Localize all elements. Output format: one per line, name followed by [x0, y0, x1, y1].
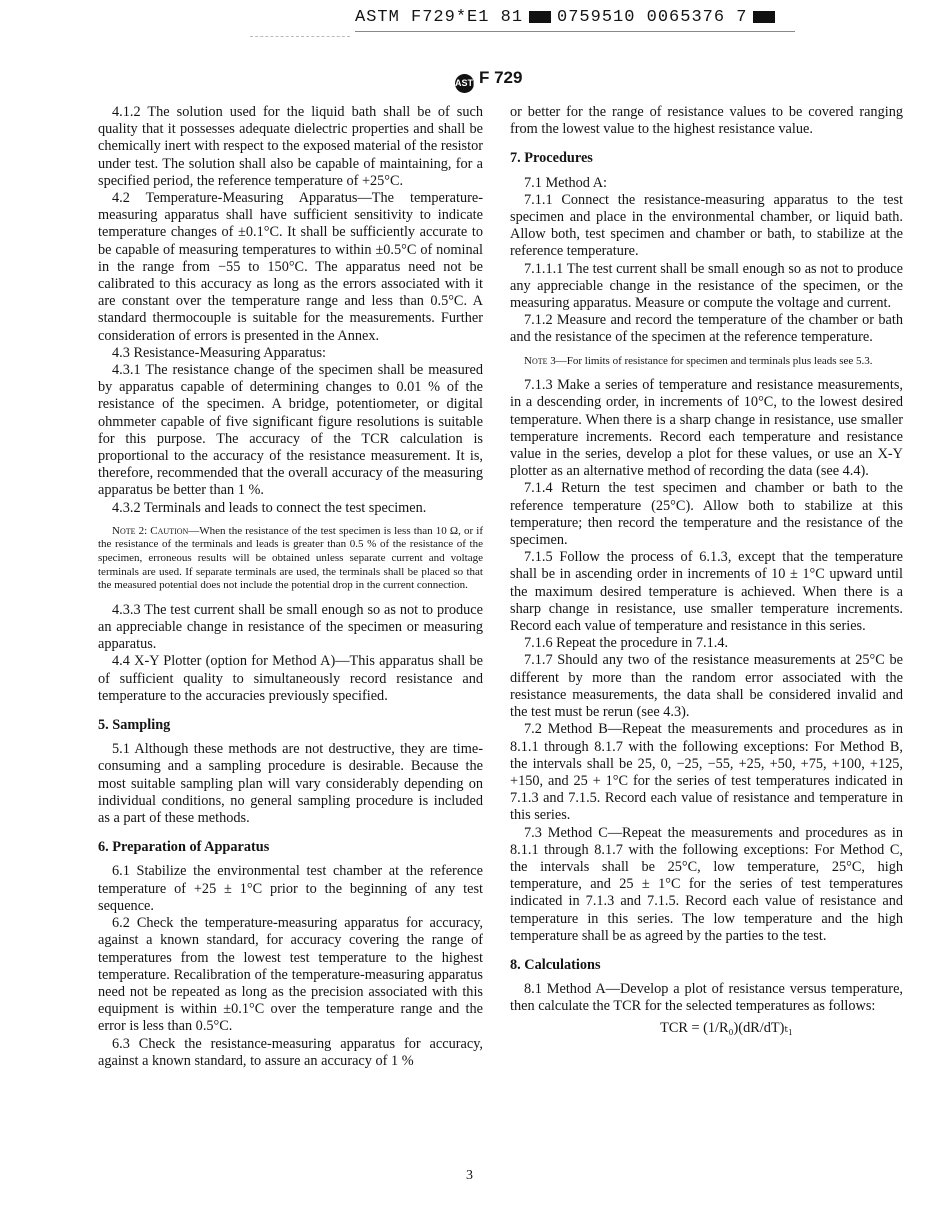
paragraph: 7.1.5 Follow the process of 6.1.3, except that the temperature shall be in ascending order in increments of 10 ± 1°C upward until the maximum desired temperature is achieved. When there is a sharp change in resistance, use smaller temperature increments. Record each value of temperature and resistance in this series. — [510, 549, 903, 635]
note-label: Note 3— — [524, 354, 567, 367]
left-column — [98, 104, 483, 1070]
header-code-a: ASTM F729*E1 81 — [355, 8, 524, 27]
tcr-formula: TCR = (1/R₀)(dR/dT)ₜ₁ — [660, 1019, 793, 1036]
header-code-b: 0759510 0065376 7 — [557, 8, 748, 27]
paragraph: 6.2 Check the temperature-measuring apparatus for accuracy, against a known standard, for accuracy covering the range of temperatures from the lowest test temperature to the highest temperature. Recalibration of the temperature-measuring apparatus need not be repeated as long as the precision associated with this equipment is within ±0.1°C over the temperature range and the error is less than 0.5°C. — [98, 915, 483, 1035]
designation — [455, 68, 555, 93]
paragraph: 7.3 Method C—Repeat the measurements and procedures as in 8.1.1 through 8.1.7 with the following exceptions: For Method C, the intervals shall be 25°C, low temperature, 25°C, high temperature, and 25 ± 1°C for the series of test temperatures indicated in 7.1.3 and 7.1.5. Record each value of resistance and temperature in this series. The low temperature and the high temperature shall be as agreed by the parties to the test. — [510, 824, 903, 944]
paragraph: 6.3 Check the resistance-measuring apparatus for accuracy, against a known standard, to assure an accuracy of 1 % — [98, 1035, 483, 1069]
astm-logo-icon: ASTM — [455, 74, 474, 93]
paragraph: 4.1.2 The solution used for the liquid bath shall be of such quality that it possesses adequate dielectric properties and shall be chemically inert with respect to the exposed material of the resistor under test. The solution shall also be capable of maintaining, for a specified period, the reference temperature of +25°C. — [98, 104, 483, 189]
paragraph: 4.3.2 Terminals and leads to connect the test specimen. — [112, 499, 427, 516]
paragraph: 6.1 Stabilize the environmental test chamber at the reference temperature of +25 ± 1°C prior to the beginning of any test sequence. — [98, 863, 483, 914]
page-number: 3 — [466, 1168, 473, 1183]
note-2 — [98, 525, 483, 593]
note-label: Note 2: Caution— — [112, 524, 200, 537]
paragraph: 4.3 Resistance-Measuring Apparatus: — [112, 344, 327, 361]
paragraph: 7.1.4 Return the test specimen and chamber or bath to the reference temperature (25°C). Allow both to stabilize at this temperature; then record the temperature and the resistance of the specimen. — [510, 480, 903, 549]
paragraph: 4.3.3 The test current shall be small enough so as not to produce an appreciable change in resistance of the specimen or measuring apparatus. — [98, 601, 483, 653]
paragraph: 4.4 X-Y Plotter (option for Method A)—This apparatus shall be of sufficient quality to simultaneously record resistance and temperature to the accuracies previously specified. — [98, 653, 483, 704]
block-mark — [753, 11, 775, 23]
section-heading: 8. Calculations — [510, 956, 601, 973]
paragraph: 7.1 Method A: — [524, 174, 608, 191]
header-rule — [250, 36, 350, 37]
paragraph: 7.1.2 Measure and record the temperature of the chamber or bath and the resistance of the specimen at the reference temperature. — [510, 312, 903, 346]
paragraph: 7.1.6 Repeat the procedure in 7.1.4. — [524, 635, 729, 652]
paragraph: 7.1.1 Connect the resistance-measuring apparatus to the test specimen and place in the environmental chamber, or liquid bath. Allow both, test specimen and chamber or bath, to stabilize at the reference temperature. — [510, 191, 903, 260]
section-heading: 7. Procedures — [510, 150, 593, 167]
paragraph: 7.2 Method B—Repeat the measurements and procedures as in 8.1.1 through 8.1.7 with the following exceptions: For Method B, the intervals shall be 25, 0, −25, −55, +25, +50, +75, +100, +125, +150, and 25 + 1°C for the series of test temperatures indicated in 7.1.3 and 7.1.5. Record each value of resistance and temperature in this series. — [510, 721, 903, 824]
paragraph: 5.1 Although these methods are not destructive, they are time-consuming and a sampling procedure is desirable. Because the most suitable sampling plan will vary considerably depending on individual conditions, no general sampling procedure is included as a part of these methods. — [98, 741, 483, 827]
paragraph: 7.1.7 Should any two of the resistance measurements at 25°C be different by more than the random error associated with the resistance measurements, the data shall be considered invalid and the test must be rerun (see 4.3). — [510, 652, 903, 721]
paragraph: 7.1.3 Make a series of temperature and resistance measurements, in a descending order, in increments of 10°C, to the lowest desired temperature. When there is a sharp change in resistance, use smaller temperature increments. Record each temperature and resistance value in the series, develop a plot for these values, or use an X-Y plotter as an alternative method of recording the data (see 4.4). — [510, 377, 903, 480]
note-3 — [510, 355, 903, 369]
paragraph: 4.3.1 The resistance change of the specimen shall be measured by apparatus capable of determining changes to 0.01 % of the resistance of the specimen. A bridge, potentiometer, or digital ohmmeter capable of five significant figure resolutions is suitable for this purpose. The accuracy of the TCR calculation is proportional to the accuracy of the resistance measurement. It is, therefore, recommended that the overall accuracy of the measuring apparatus be better than 1 %. — [98, 362, 483, 499]
section-heading: 6. Preparation of Apparatus — [98, 839, 270, 856]
paragraph: or better for the range of resistance values to be covered ranging from the lowest value to the highest resistance value. — [510, 104, 903, 138]
header-code — [355, 8, 795, 32]
section-heading: 5. Sampling — [98, 717, 171, 734]
paragraph: 4.2 Temperature-Measuring Apparatus—The temperature-measuring apparatus shall have sufficient sensitivity to indicate temperature changes of ±0.1°C. It shall be sufficiently accurate to be capable of measuring temperatures to within ±0.5°C of nominal in the range from −55 to 150°C. The apparatus need not be calibrated to this accuracy as long as the errors associated with it are constant over the temperature range and less than 0.5°C. A standard thermocouple is suitable for the measurements. Further consideration of errors is presented in the Annex. — [98, 190, 483, 344]
designation-text: F 729 — [479, 68, 523, 87]
note-text: When the resistance of the test specimen is less than 10 Ω, or if the resistance of the terminals and leads is greater than 0.5 % of the resistance of the specimen, erroneous results will be obtained unless separate current and voltage terminals are used. If separate terminals are used, the terminals shall be placed so that the measured potential does not include the potential drop in the current connection. — [98, 524, 483, 592]
right-column — [510, 104, 903, 1037]
block-mark — [529, 11, 551, 23]
paragraph: 8.1 Method A—Develop a plot of resistance versus temperature, then calculate the TCR for the selected temperatures as follows: — [510, 981, 903, 1015]
paragraph: 7.1.1.1 The test current shall be small enough so as not to produce any appreciable change in the resistance of the specimen, or the measuring apparatus. Measure or compute the voltage and current. — [510, 260, 903, 312]
note-text: For limits of resistance for specimen and terminals plus leads see 5.3. — [566, 354, 873, 367]
